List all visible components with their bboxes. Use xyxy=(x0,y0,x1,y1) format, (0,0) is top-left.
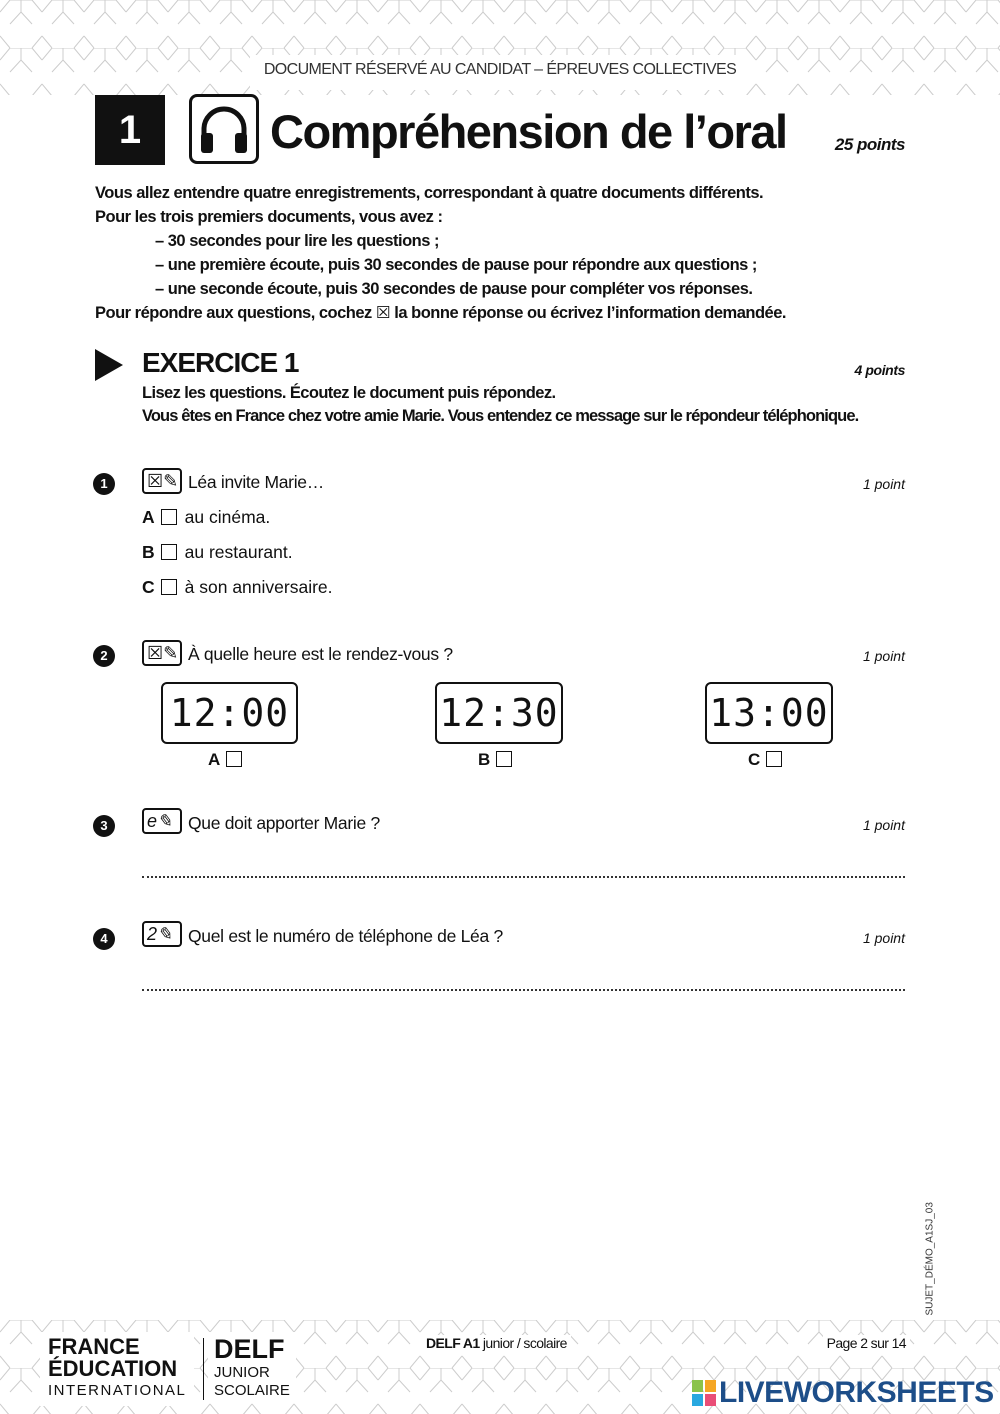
section-number: 1 xyxy=(95,95,165,165)
logo-text: FRANCE xyxy=(48,1334,140,1359)
exam-level xyxy=(422,1335,571,1351)
checkbox[interactable] xyxy=(496,751,512,767)
answer-line[interactable] xyxy=(142,876,905,878)
option-a[interactable] xyxy=(208,750,250,770)
instruction-text: la bonne réponse ou écrivez l’information demandée. xyxy=(394,304,786,322)
option-letter: A xyxy=(208,750,221,769)
option-letter: A xyxy=(142,507,155,527)
document-code: SUJET_DÉMO_A1SJ_03 xyxy=(924,1202,936,1316)
question-points: 1 point xyxy=(862,476,905,492)
exercise-line: Vous êtes en France chez votre amie Marie. Vous entendez ce message sur le répondeur téléphonique. xyxy=(142,407,859,425)
option-letter: B xyxy=(142,542,155,562)
option-text: à son anniversaire. xyxy=(184,577,333,597)
clock-display: 12:00 xyxy=(161,682,298,744)
question-number: 1 xyxy=(93,473,115,495)
logo-text: SCOLAIRE xyxy=(214,1382,290,1399)
question-number: 4 xyxy=(93,928,115,950)
answer-line[interactable] xyxy=(142,989,905,991)
option-a[interactable] xyxy=(142,507,270,528)
question-text: À quelle heure est le rendez-vous ? xyxy=(188,644,453,664)
level-label: DELF A1 xyxy=(426,1335,480,1351)
instruction-line: Vous allez entendre quatre enregistrements, correspondant à quatre documents différents. xyxy=(95,184,764,202)
checkbox[interactable] xyxy=(766,751,782,767)
checkbox[interactable] xyxy=(161,579,177,595)
option-letter: C xyxy=(142,577,155,597)
checked-box-icon: ☒ xyxy=(375,304,391,322)
exercise-arrow-icon xyxy=(95,349,123,381)
check-pencil-icon: ☒✎ xyxy=(142,468,182,494)
check-pencil-icon: ☒✎ xyxy=(142,640,182,666)
instructions xyxy=(95,181,786,325)
question-points: 1 point xyxy=(862,930,905,946)
clock-display: 12:30 xyxy=(435,682,563,744)
page-header: DOCUMENT RÉSERVÉ AU CANDIDAT – ÉPREUVES COLLECTIVES xyxy=(263,61,737,78)
instruction-line: Pour les trois premiers documents, vous avez : xyxy=(95,208,443,226)
instruction-text: Pour répondre aux questions, cochez xyxy=(95,304,372,322)
section-title: Compréhension de l’oral xyxy=(270,105,787,158)
liveworksheets-icon xyxy=(692,1380,716,1406)
option-c[interactable] xyxy=(142,577,333,598)
question-points: 1 point xyxy=(862,648,905,664)
france-education-logo xyxy=(40,1332,194,1406)
instruction-bullet: – une première écoute, puis 30 secondes de pause pour répondre aux questions ; xyxy=(155,256,757,274)
exercise-title: EXERCICE 1 xyxy=(142,347,299,378)
exercise-instructions xyxy=(142,382,858,428)
level-sub: junior / scolaire xyxy=(482,1335,567,1351)
question-number: 3 xyxy=(93,815,115,837)
checkbox[interactable] xyxy=(161,544,177,560)
hex-pattern-top xyxy=(0,0,1000,95)
checkbox[interactable] xyxy=(161,509,177,525)
option-letter: C xyxy=(748,750,761,769)
clock-display: 13:00 xyxy=(705,682,833,744)
headphones-icon xyxy=(189,94,259,164)
question-text: Léa invite Marie… xyxy=(188,472,324,492)
logo-divider xyxy=(203,1338,204,1400)
instruction-bullet: – 30 secondes pour lire les questions ; xyxy=(155,232,440,250)
logo-text: DELF xyxy=(214,1334,285,1364)
option-b[interactable] xyxy=(142,542,293,563)
question-number: 2 xyxy=(93,645,115,667)
exercise-line: Lisez les questions. Écoutez le document puis répondez. xyxy=(142,384,556,402)
option-text: au restaurant. xyxy=(184,542,293,562)
liveworksheets-logo[interactable] xyxy=(692,1376,994,1410)
page-number: Page 2 sur 14 xyxy=(823,1335,910,1351)
option-text: au cinéma. xyxy=(184,507,271,527)
logo-text: JUNIOR xyxy=(214,1364,270,1381)
option-c[interactable] xyxy=(748,750,790,770)
option-letter: B xyxy=(478,750,491,769)
option-b[interactable] xyxy=(478,750,520,770)
exercise-points: 4 points xyxy=(854,362,905,378)
logo-text: INTERNATIONAL xyxy=(48,1382,187,1399)
question-points: 1 point xyxy=(862,817,905,833)
liveworksheets-text: LIVEWORKSHEETS xyxy=(719,1376,994,1409)
question-text: Quel est le numéro de téléphone de Léa ? xyxy=(188,926,503,946)
question-text: Que doit apporter Marie ? xyxy=(188,813,380,833)
number-pencil-icon: 2✎ xyxy=(142,921,182,947)
instruction-bullet: – une seconde écoute, puis 30 secondes de pause pour compléter vos réponses. xyxy=(155,280,753,298)
delf-logo xyxy=(208,1332,296,1402)
write-pencil-icon: e✎ xyxy=(142,808,182,834)
logo-text: ÉDUCATION xyxy=(48,1356,178,1381)
checkbox[interactable] xyxy=(226,751,242,767)
section-points: 25 points xyxy=(834,135,905,154)
